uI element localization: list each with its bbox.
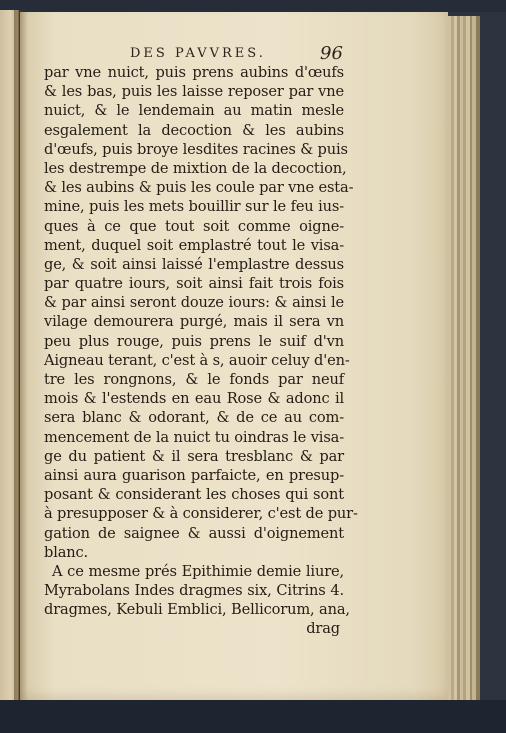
running-head: DES PAVVRES. xyxy=(130,46,266,61)
text-line: mencement de la nuict tu oindras le visa- xyxy=(44,428,344,446)
text-line: Aigneau terant, c'est à s, auoir celuy d'en- xyxy=(44,351,350,369)
text-line: vilage demourera purgé, mais il sera vn xyxy=(44,313,344,331)
text-line: dragmes, Kebuli Emblici, Bellicorum, ana, xyxy=(44,601,350,619)
text-line: mois & l'estends en eau Rose & adonc il xyxy=(44,390,344,408)
text-line: ques à ce que tout soit comme oigne- xyxy=(44,217,344,235)
text-line: blanc. xyxy=(44,543,89,561)
text-line: ge du patient & il sera tresblanc & par xyxy=(44,447,344,465)
catchword: drag xyxy=(306,620,340,638)
text-line: tre les rongnons, & le fonds par neuf xyxy=(44,371,344,388)
text-line: peu plus rouge, puis prens le suif d'vn xyxy=(44,332,344,350)
text-line: par quatre iours, soit ainsi fait trois fois xyxy=(44,275,344,293)
text-line: Myrabolans Indes dragmes six, Citrins 4. xyxy=(44,582,344,600)
backdrop-bottom xyxy=(0,700,506,733)
backdrop-top xyxy=(0,0,506,12)
body-text xyxy=(44,63,358,639)
text-line: par vne nuict, puis prens aubins d'œufs xyxy=(44,64,344,81)
text-line: A ce mesme prés Epithimie demie liure, xyxy=(52,562,344,580)
text-line: ment, duquel soit emplastré tout le visa- xyxy=(44,236,344,254)
text-line: gation de saignee & aussi d'oignement xyxy=(44,524,344,542)
text-line: ainsi aura guarison parfaicte, en presup- xyxy=(44,466,344,484)
page-number: 96 xyxy=(320,43,343,64)
text-line: mine, puis les mets bouillir sur le feu ius- xyxy=(44,198,344,216)
text-line: sera blanc & odorant, & de ce au com- xyxy=(44,409,344,427)
page-edge-stack xyxy=(476,16,480,700)
text-line: les destrempe de mixtion de la decoction, xyxy=(44,159,347,177)
text-line: posant & considerant les choses qui sont xyxy=(44,486,344,504)
text-line: nuict, & le lendemain au matin mesle xyxy=(44,102,344,120)
text-line: & les bas, puis les laisse reposer par vne xyxy=(44,83,344,101)
text-line: ge, & soit ainsi laissé l'emplastre dessus xyxy=(44,255,344,273)
text-line: & les aubins & puis les coule par vne esta- xyxy=(44,179,354,197)
text-line: à presupposer & à considerer, c'est de pur- xyxy=(44,505,358,523)
binding-gutter-shadow xyxy=(14,10,28,702)
text-line: & par ainsi seront douze iours: & ainsi le xyxy=(44,294,344,312)
text-line: esgalement la decoction & les aubins xyxy=(44,121,344,139)
text-line: d'œufs, puis broye lesdites racines & puis xyxy=(44,140,348,158)
